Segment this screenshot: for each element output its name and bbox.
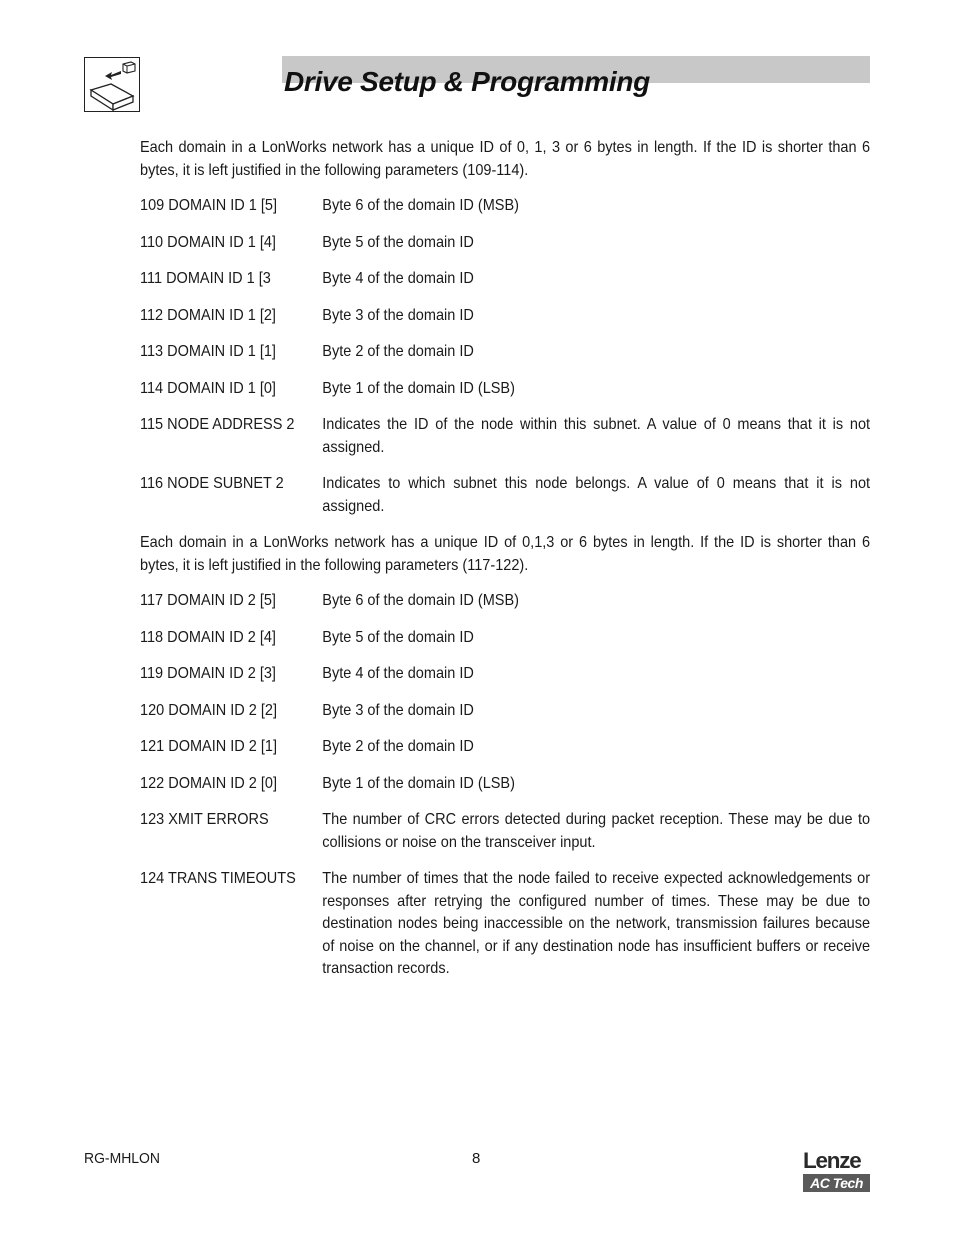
- page-number: 8: [472, 1150, 481, 1167]
- parameter-name: 119 DOMAIN ID 2 [3]: [140, 665, 276, 682]
- parameter-name: 111 DOMAIN ID 1 [3: [140, 270, 271, 287]
- parameter-row: [140, 868, 870, 981]
- parameter-description: Byte 2 of the domain ID: [322, 343, 474, 360]
- parameter-name: 121 DOMAIN ID 2 [1]: [140, 738, 278, 755]
- parameter-row: [140, 341, 870, 364]
- parameter-description: Byte 3 of the domain ID: [322, 701, 474, 719]
- parameter-description: Indicates to which subnet this node belongs. A value of 0 means that it is not assigned.: [322, 475, 871, 515]
- parameter-name: 123 XMIT ERRORS: [140, 811, 269, 828]
- parameter-description: Byte 6 of the domain ID (MSB): [322, 592, 519, 609]
- parameter-name: 116 NODE SUBNET 2: [140, 475, 284, 492]
- parameter-row: [140, 627, 870, 650]
- parameter-description: The number of CRC errors detected during packet reception. These may be due to collisions or noise on the transceiver input.: [322, 811, 871, 851]
- parameter-description: Byte 1 of the domain ID (LSB): [322, 774, 515, 792]
- parameter-name: 114 DOMAIN ID 1 [0]: [140, 379, 276, 397]
- parameter-row: [140, 414, 870, 459]
- intro-paragraph-2: Each domain in a LonWorks network has a unique ID of 0,1,3 or 6 bytes in length. If the ID is shorter than 6 bytes, it is left justified in the following parameters (117-122).: [140, 534, 871, 574]
- parameter-description: Byte 2 of the domain ID: [322, 738, 474, 755]
- parameter-row: [140, 473, 870, 518]
- parameter-description: Byte 5 of the domain ID: [322, 233, 474, 251]
- logo-actech: AC Tech: [803, 1174, 870, 1192]
- parameter-description: Byte 4 of the domain ID: [322, 665, 474, 682]
- parameter-description: Indicates the ID of the node within this subnet. A value of 0 means that it is not assigned.: [322, 416, 871, 456]
- parameter-row: [140, 268, 870, 291]
- parameter-row: [140, 736, 870, 759]
- parameter-name: 109 DOMAIN ID 1 [5]: [140, 197, 278, 214]
- parameter-description: Byte 3 of the domain ID: [322, 306, 474, 324]
- content: [140, 137, 871, 995]
- parameter-row: [140, 232, 870, 255]
- parameter-row: [140, 773, 870, 796]
- parameter-row: [140, 378, 870, 401]
- logo-lenze: Lenze: [803, 1148, 861, 1173]
- parameter-row: [140, 305, 870, 328]
- document-id: RG-MHLON: [84, 1150, 160, 1167]
- parameter-row: [140, 195, 870, 218]
- parameter-row: [140, 663, 870, 686]
- parameter-description: Byte 4 of the domain ID: [322, 270, 474, 287]
- parameter-name: 124 TRANS TIMEOUTS: [140, 870, 296, 887]
- parameter-name: 110 DOMAIN ID 1 [4]: [140, 233, 276, 251]
- lenze-actech-logo: [803, 1150, 870, 1193]
- drive-programming-icon: [84, 57, 140, 112]
- parameter-description: Byte 1 of the domain ID (LSB): [322, 379, 515, 397]
- parameter-name: 117 DOMAIN ID 2 [5]: [140, 592, 276, 609]
- parameter-list-1: [140, 195, 870, 518]
- parameter-name: 112 DOMAIN ID 1 [2]: [140, 306, 276, 324]
- parameter-row: [140, 809, 870, 854]
- parameter-name: 118 DOMAIN ID 2 [4]: [140, 628, 276, 646]
- parameter-row: [140, 590, 870, 613]
- parameter-description: Byte 5 of the domain ID: [322, 628, 474, 646]
- parameter-name: 120 DOMAIN ID 2 [2]: [140, 701, 278, 719]
- page-title: Drive Setup & Programming: [284, 66, 650, 97]
- parameter-row: [140, 700, 870, 723]
- parameter-name: 122 DOMAIN ID 2 [0]: [140, 774, 278, 792]
- parameter-description: Byte 6 of the domain ID (MSB): [322, 197, 519, 214]
- parameter-list-2: [140, 590, 870, 981]
- intro-paragraph-1: Each domain in a LonWorks network has a unique ID of 0, 1, 3 or 6 bytes in length. If the ID is shorter than 6 bytes, it is left justified in the following parameters (109-114).: [140, 139, 871, 179]
- parameter-description: The number of times that the node failed to receive expected acknowledgements or responses after retrying the configured number of times. These may be due to destination nodes being inaccessible on the network, transmission failures because of noise on the channel, or if any destination node has insufficient buffers or receive transaction records.: [322, 870, 871, 977]
- parameter-name: 113 DOMAIN ID 1 [1]: [140, 343, 276, 360]
- parameter-name: 115 NODE ADDRESS 2: [140, 416, 295, 433]
